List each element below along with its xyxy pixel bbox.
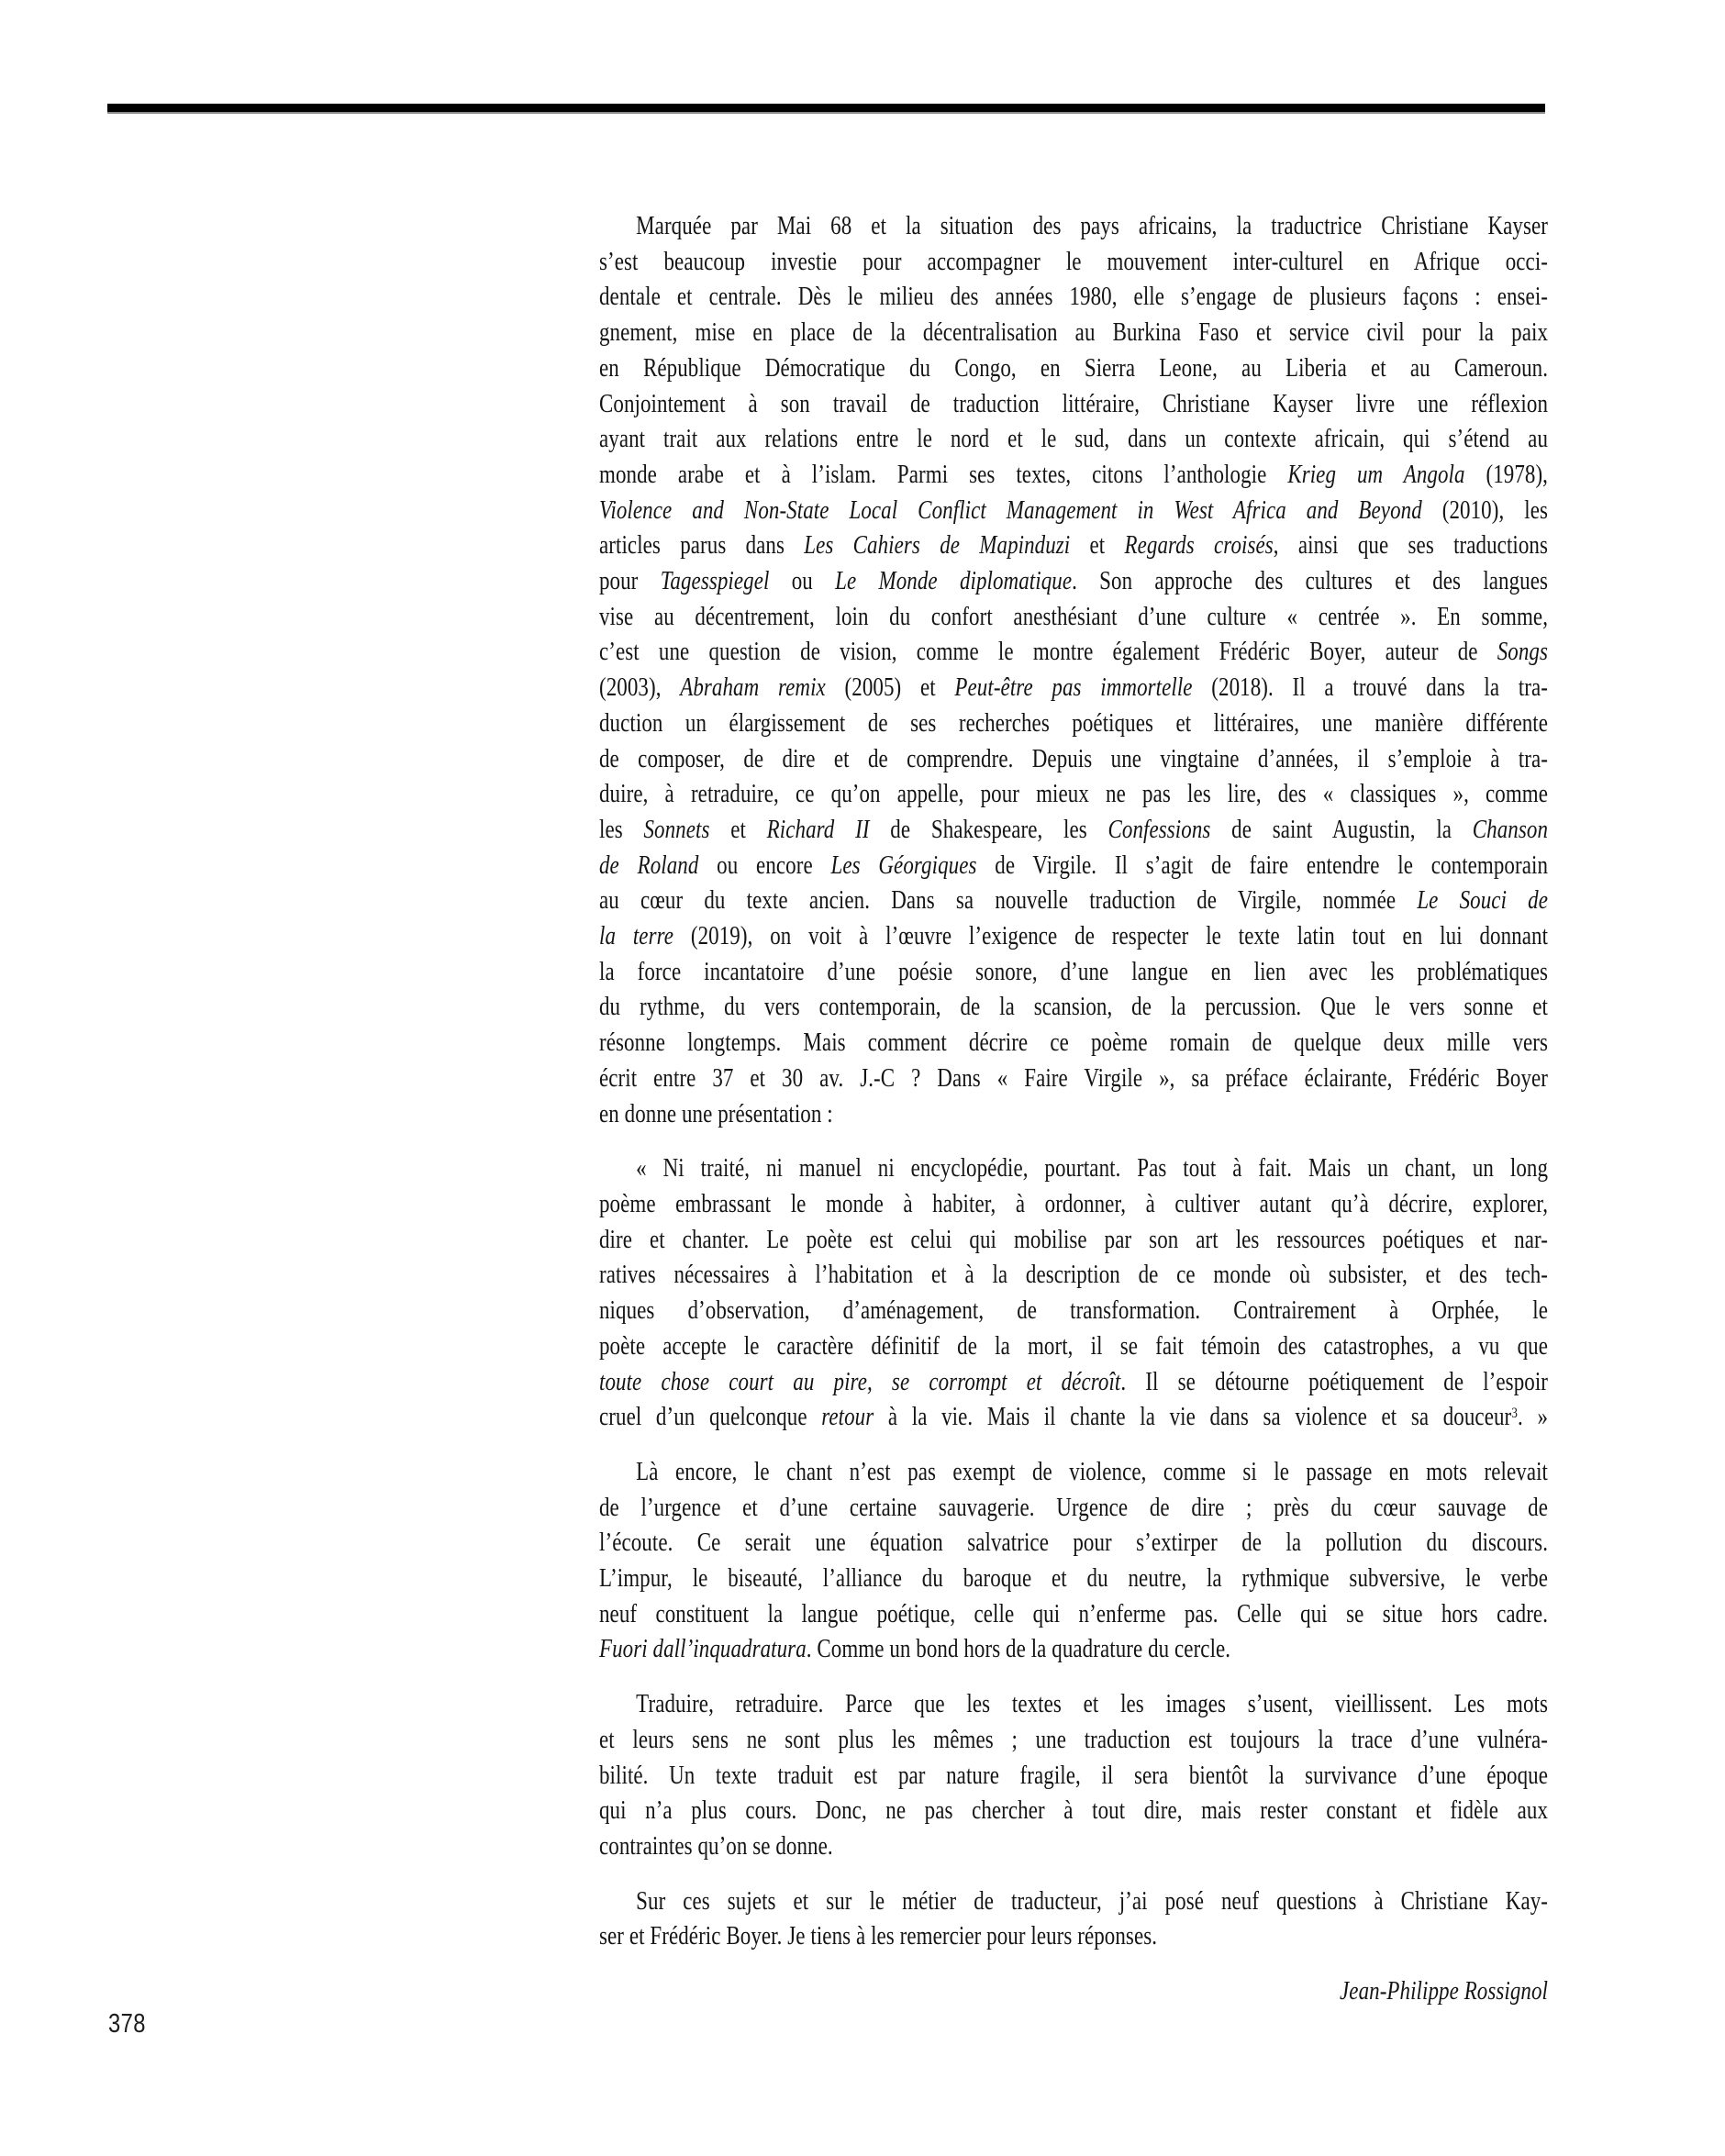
text-line: les Sonnets et Richard II de Shakespeare, les Confessions de saint Augustin, la Chanson <box>599 815 1549 844</box>
text-line: Là encore, le chant n’est pas exempt de violence, comme si le passage en mots relevait <box>636 1457 1549 1486</box>
text-line: duction un élargissement de ses recherches poétiques et littéraires, une manière différente <box>599 708 1549 738</box>
boyer-quote-paragraph <box>599 1151 1548 1436</box>
text-line: Conjointement à son travail de traduction littéraire, Christiane Kayser livre une réflexion <box>599 389 1549 418</box>
text-line: niques d’observation, d’aménagement, de transformation. Contrairement à Orphée, le <box>599 1296 1549 1326</box>
article-body <box>599 209 1548 2010</box>
text-line: en République Démocratique du Congo, en Sierra Leone, au Liberia et au Cameroun. <box>599 353 1549 383</box>
text-line: dentale et centrale. Dès le milieu des années 1980, elle s’engage de plusieurs façons : ensei- <box>599 283 1549 312</box>
text-line: du rythme, du vers contemporain, de la scansion, de la percussion. Que le vers sonne et <box>599 993 1549 1022</box>
text-line: ratives nécessaires à l’habitation et à la description de ce monde où subsister, et des tech- <box>599 1261 1549 1290</box>
text-line: poème embrassant le monde à habiter, à ordonner, à cultiver autant qu’à décrire, explorer, <box>599 1189 1549 1218</box>
text-line: de l’urgence et d’une certaine sauvagerie. Urgence de dire ; près du cœur sauvage de <box>599 1493 1549 1522</box>
text-line: qui n’a plus cours. Donc, ne pas chercher à tout dire, mais rester constant et fidèle aux <box>599 1796 1549 1826</box>
traduire-paragraph <box>599 1687 1548 1865</box>
text-line: Marquée par Mai 68 et la situation des pays africains, la traductrice Christiane Kayser <box>636 212 1549 240</box>
text-line: résonne longtemps. Mais comment décrire ce poème romain de quelque deux mille vers <box>599 1028 1549 1058</box>
page-number: 378 <box>108 2009 146 2039</box>
intro-paragraph <box>599 209 1548 1132</box>
text-line: Sur ces sujets et sur le métier de traducteur, j’ai posé neuf questions à Christiane Kay- <box>636 1886 1549 1916</box>
text-line: vise au décentrement, loin du confort anesthésiant d’une culture « centrée ». En somme, <box>599 602 1549 631</box>
text-line: (2003), Abraham remix (2005) et Peut-être pas immortelle (2018). Il a trouvé dans la tra- <box>599 673 1549 703</box>
text-line: la force incantatoire d’une poésie sonore, d’une langue en lien avec les problématiques <box>599 957 1549 986</box>
text-line: articles parus dans Les Cahiers de Mapinduzi et Regards croisés, ainsi que ses traductions <box>599 531 1549 561</box>
text-line: « Ni traité, ni manuel ni encyclopédie, pourtant. Pas tout à fait. Mais un chant, un long <box>636 1154 1549 1184</box>
text-line: de composer, de dire et de comprendre. Depuis une vingtaine d’années, il s’emploie à tra- <box>599 744 1549 773</box>
text-line: l’écoute. Ce serait une équation salvatrice pour s’extirper de la pollution du discours. <box>599 1528 1549 1558</box>
text-line: monde arabe et à l’islam. Parmi ses textes, citons l’anthologie Krieg um Angola (1978), <box>599 460 1549 489</box>
closing-paragraph <box>599 1884 1548 1955</box>
text-line: contraintes qu’on se donne. <box>599 1831 833 1861</box>
text-line: L’impur, le biseauté, l’alliance du baroque et du neutre, la rythmique subversive, le verbe <box>599 1564 1549 1594</box>
text-line: ayant trait aux relations entre le nord et le sud, dans un contexte africain, qui s’étend au <box>599 425 1549 454</box>
text-line: pour Tagesspiegel ou Le Monde diplomatique. Son approche des cultures et des langues <box>599 567 1549 596</box>
text-line: de Roland ou encore Les Géorgiques de Virgile. Il s’agit de faire entendre le contemporain <box>599 850 1549 880</box>
text-line: et leurs sens ne sont plus les mêmes ; une traduction est toujours la trace d’une vulnéra- <box>599 1725 1549 1754</box>
top-rule <box>107 104 1545 114</box>
text-line: neuf constituent la langue poétique, celle qui n’enferme pas. Celle qui se situe hors cadre. <box>599 1599 1549 1628</box>
text-line: Violence and Non-State Local Conflict Management in West Africa and Beyond (2010), les <box>599 495 1549 525</box>
footnote-marker: 3 <box>1511 1405 1519 1422</box>
text-line: duire, à retraduire, ce qu’on appelle, pour mieux ne pas les lire, des « classiques », comme <box>599 780 1549 809</box>
text-line: cruel d’un quelconque retour à la vie. Mais il chante la vie dans sa violence et sa douceur$^3$. » <box>599 1403 1549 1432</box>
text-line: bilité. Un texte traduit est par nature fragile, il sera bientôt la survivance d’une époque <box>599 1761 1549 1790</box>
text-line: Traduire, retraduire. Parce que les textes et les images s’usent, vieillissent. Les mots <box>636 1690 1549 1719</box>
text-line: dire et chanter. Le poète est celui qui mobilise par son art les ressources poétiques et nar- <box>599 1225 1549 1254</box>
text-line: gnement, mise en place de la décentralisation au Burkina Faso et service civil pour la paix <box>599 318 1549 348</box>
author-signature: Jean-Philippe Rossignol <box>1340 1977 1549 2006</box>
text-line: en donne une présentation : <box>599 1099 833 1128</box>
text-line: c’est une question de vision, comme le montre également Frédéric Boyer, auteur de Songs <box>599 638 1549 667</box>
la-encore-paragraph <box>599 1455 1548 1668</box>
text-line: ser et Frédéric Boyer. Je tiens à les remercier pour leurs réponses. <box>599 1922 1158 1951</box>
text-line: s’est beaucoup investie pour accompagner le mouvement inter-culturel en Afrique occi- <box>599 247 1549 276</box>
text-line: écrit entre 37 et 30 av. J.-C ? Dans « Faire Virgile », sa préface éclairante, Frédéric Boyer <box>599 1063 1549 1093</box>
text-line: Fuori dall’inquadratura. Comme un bond hors de la quadrature du cercle. <box>599 1635 1231 1664</box>
text-line: au cœur du texte ancien. Dans sa nouvelle traduction de Virgile, nommée Le Souci de <box>599 886 1549 916</box>
text-line: la terre (2019), on voit à l’œuvre l’exigence de respecter le texte latin tout en lui donnant <box>599 922 1549 951</box>
paragraphs <box>599 209 1548 1955</box>
text-line: toute chose court au pire, se corrompt et décroît. Il se détourne poétiquement de l’espoir <box>599 1367 1549 1396</box>
text-line: poète accepte le caractère définitif de la mort, il se fait témoin des catastrophes, a vu que <box>599 1331 1549 1361</box>
